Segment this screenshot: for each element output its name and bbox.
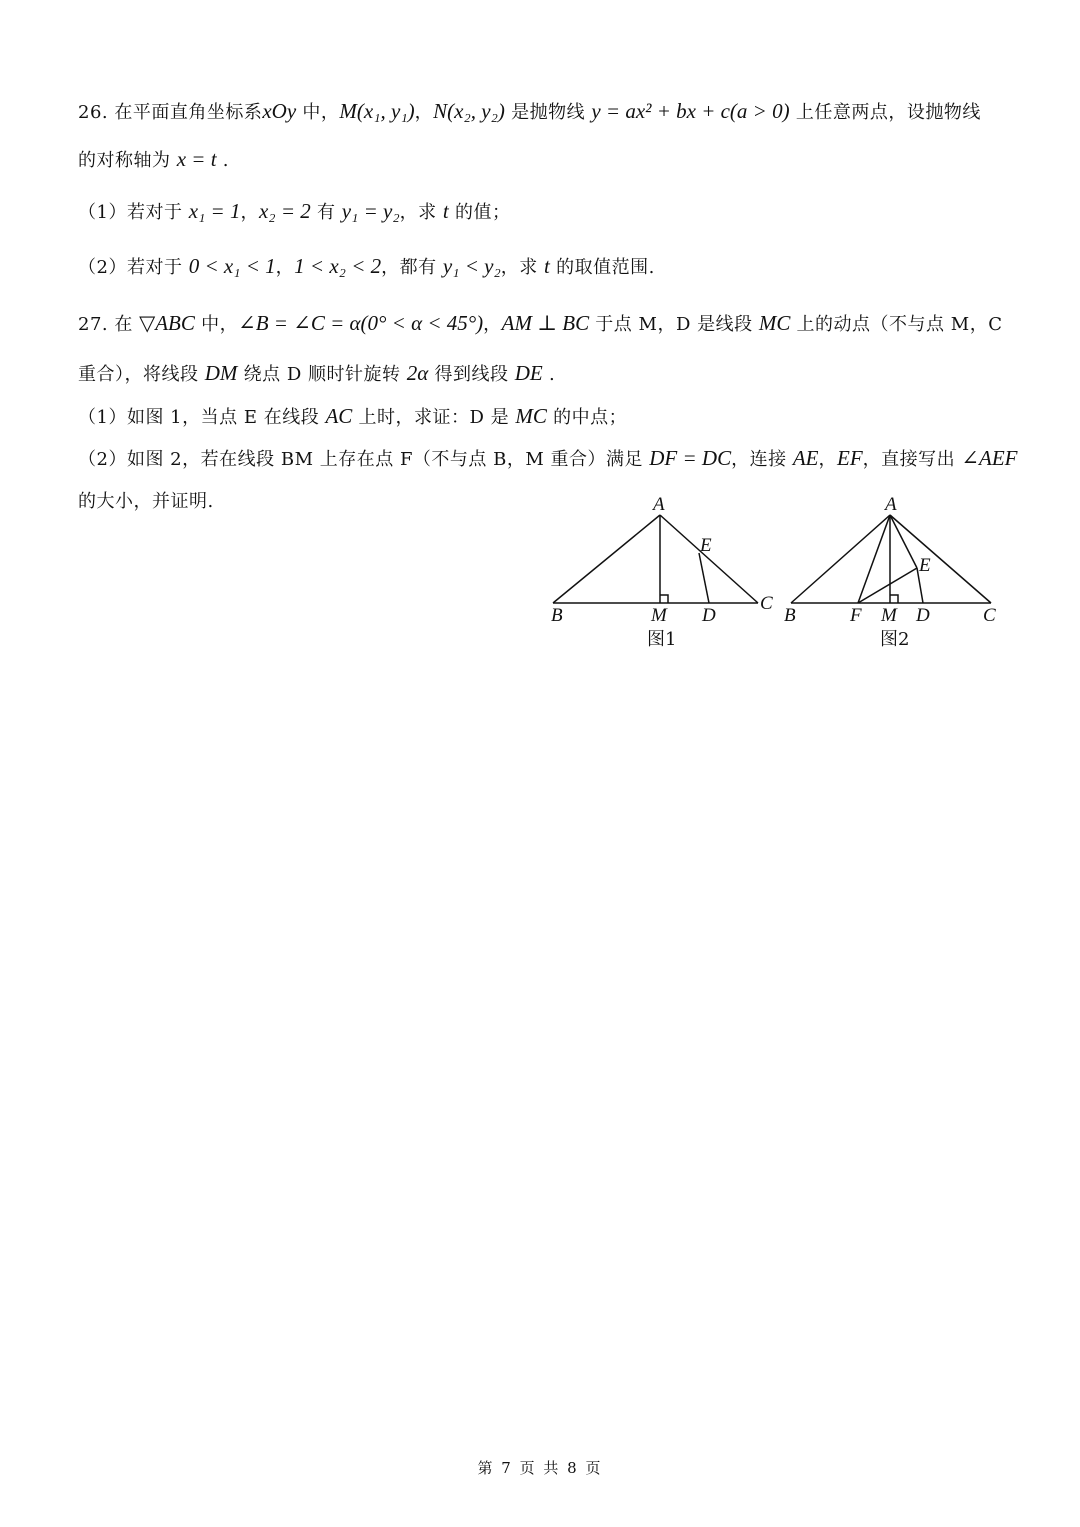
p26-part1-sep: ， (240, 202, 259, 223)
p26-part2-end-a: ，求 (500, 257, 545, 278)
fig2-seg-af (858, 515, 890, 603)
p26-part1-end-b: 的值； (448, 202, 511, 223)
p26-line2-text: 的对称轴为 (78, 150, 177, 171)
p27-part2-d: ，直接写出 (862, 449, 962, 470)
p27-seg-ef: EF (837, 446, 863, 470)
p26-part2-mid: ，都有 (381, 257, 443, 278)
p27-last-line (78, 489, 214, 515)
fig2-seg-ab (791, 515, 890, 603)
p26-parabola: y = ax² + bx + c(a > 0) (591, 99, 790, 123)
p26-intro-end: 是抛物线 (504, 102, 592, 123)
p26-intro-mid: 中， (296, 102, 340, 123)
p26-part2-prefix: （2）若对于 (78, 257, 189, 278)
fig1-seg-ac (660, 515, 758, 603)
fig2-label-e: E (919, 555, 931, 576)
p26-line2 (78, 146, 229, 174)
p27-seg-dm: DM (204, 361, 238, 385)
p27-sep: ， (483, 314, 502, 335)
p27-line2 (78, 360, 555, 388)
fig2-label-c: C (983, 605, 996, 626)
p27-part2-b: ，连接 (731, 449, 793, 470)
page-footer: 第 7 页 共 8 页 (477, 1459, 603, 1477)
p26-coord-system: xOy (262, 99, 297, 123)
fig1-caption: 图1 (647, 629, 677, 650)
fig1-label-d: D (702, 605, 716, 626)
p27-part1-b: 上时，求证：D 是 (352, 407, 516, 428)
p27-intro-mid2: 于点 M，D 是线段 (589, 314, 759, 335)
fig2-seg-ac (890, 515, 991, 603)
p27-intro: 27. 在 (78, 314, 140, 335)
p27-triangle: ▽ABC (139, 311, 195, 335)
p26-part1-end-a: ，求 (399, 202, 443, 223)
p27-seg-mc2: MC (515, 404, 547, 428)
p26-line1 (78, 98, 981, 126)
p27-part1-a: （1）如图 1，当点 E 在线段 (78, 407, 326, 428)
p27-part1-c: 的中点； (546, 407, 628, 428)
p27-seg-ae: AE (792, 446, 819, 470)
p26-part1-t: t (442, 199, 449, 223)
p27-line-last: 的大小，并证明. (78, 491, 214, 512)
p26-part2-sep: ， (275, 257, 295, 278)
p26-part2-cond2: 1 < x₂ < 2 (294, 254, 382, 278)
fig2-label-d: D (916, 605, 930, 626)
p26-line2-end: . (216, 150, 230, 171)
p27-line2-b: 绕点 D 顺时针旋转 (237, 364, 407, 385)
p27-angle-aef: ∠AEF (961, 446, 1018, 470)
p26-part2-t: t (544, 254, 550, 278)
fig1-right-angle-mark (660, 595, 668, 603)
p27-part2-c: ， (818, 449, 837, 470)
p27-line1 (78, 310, 1002, 338)
p26-part1-mid: 有 (310, 202, 342, 223)
p26-part1 (78, 198, 510, 226)
p26-part1-cond2: x₂ = 2 (258, 199, 311, 223)
p26-sep: ， (414, 102, 434, 123)
p27-part2 (78, 445, 1017, 473)
p27-seg-mc: MC (758, 311, 791, 335)
p27-line2-d: . (542, 364, 556, 385)
fig2-right-angle-mark (890, 595, 898, 603)
fig1-label-e: E (700, 535, 712, 556)
p26-intro: 26. 在平面直角坐标系 (78, 102, 263, 123)
p27-intro-mid: 中， (194, 314, 239, 335)
p27-seg-de: DE (514, 361, 543, 385)
fig2-seg-ae (890, 515, 917, 568)
fig1-label-a: A (653, 495, 665, 515)
fig1-seg-ab (553, 515, 660, 603)
fig1-label-m: M (651, 605, 667, 626)
p27-part1 (78, 403, 627, 431)
p26-part1-cond1: x₁ = 1 (188, 199, 241, 223)
fig1-seg-de (699, 553, 709, 603)
p26-point-m: M(x₁, y₁) (339, 99, 415, 123)
fig2-label-b: B (784, 605, 796, 626)
p27-seg-ac: AC (325, 404, 353, 428)
fig1-label-b: B (551, 605, 563, 626)
fig2-label-f: F (850, 605, 862, 626)
p27-line2-a: 重合），将线段 (78, 364, 205, 385)
p26-part2 (78, 253, 655, 281)
geometry-figures (540, 495, 1020, 655)
p27-intro-tail: 上的动点（不与点 M，C (790, 314, 1003, 335)
p27-perp: AM ⊥ BC (501, 311, 590, 335)
p26-intro-tail: 上任意两点，设抛物线 (789, 102, 981, 123)
p26-axis-eq: x = t (176, 147, 217, 171)
p27-part2-a: （2）如图 2，若在线段 BM 上存在点 F（不与点 B，M 重合）满足 (78, 449, 650, 470)
p26-point-n: N(x₂, y₂) (433, 99, 505, 123)
p26-part2-end-b: 的取值范围. (549, 257, 655, 278)
fig2-seg-fe (858, 568, 917, 603)
p26-part2-cond1: 0 < x₁ < 1 (188, 254, 276, 278)
p26-part1-cond3: y₁ = y₂ (341, 199, 400, 223)
fig1-label-c: C (760, 593, 773, 614)
p27-angle-cond: ∠B = ∠C = α(0° < α < 45°) (238, 311, 484, 335)
p27-line2-c: 得到线段 (428, 364, 515, 385)
fig2-caption: 图2 (880, 629, 910, 650)
p26-part2-cond3: y₁ < y₂ (442, 254, 501, 278)
p27-eq-df: DF = DC (649, 446, 732, 470)
fig2-label-a: A (885, 495, 897, 515)
p26-part1-prefix: （1）若对于 (78, 202, 189, 223)
p27-angle-2a: 2α (406, 361, 429, 385)
fig2-label-m: M (881, 605, 897, 626)
